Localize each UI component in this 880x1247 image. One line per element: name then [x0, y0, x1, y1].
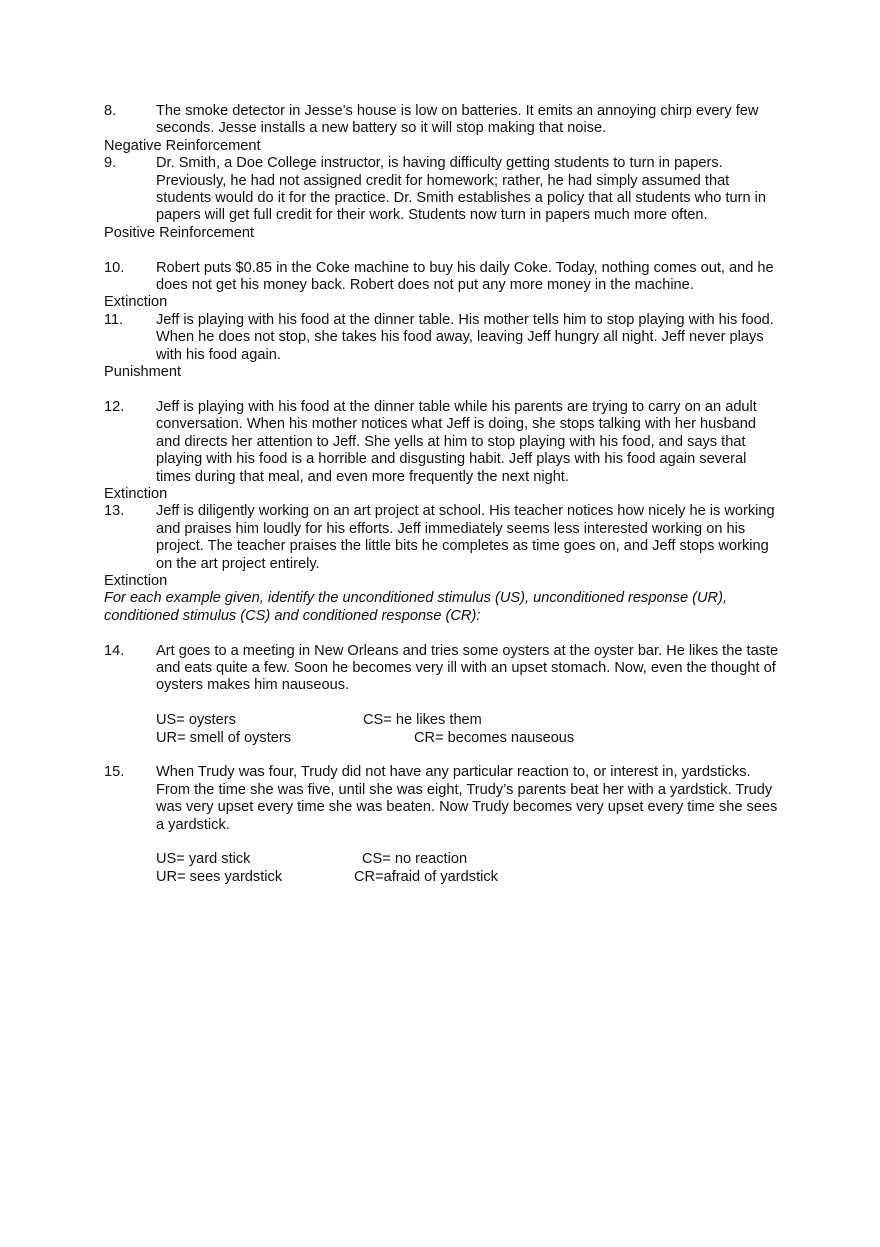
question-14: [104, 643, 781, 695]
answer-row-14-a: [156, 712, 756, 729]
answer-12: Extinction: [104, 485, 168, 502]
question-text: The smoke detector in Jesse’s house is low on batteries. It emits an annoying chirp every few seconds. Jesse installs a new battery so it will stop making that noise.: [156, 103, 759, 137]
cs-answer: CS= no reaction: [362, 851, 468, 868]
conditioning-instructions: For each example given, identify the unconditioned stimulus (US), unconditioned response (UR), conditioned stimulus (CS) and conditioned response (CR):: [104, 590, 727, 624]
question-text: Jeff is playing with his food at the dinner table. His mother tells him to stop playing with his food. When he does not stop, she takes his food away, leaving Jeff hungry all night. Jeff never plays with his food again.: [156, 311, 774, 363]
question-text: Art goes to a meeting in New Orleans and tries some oysters at the oyster bar. He likes the taste and eats quite a few. Soon he becomes very ill with an upset stomach. Now, even the thought of oysters makes him nauseous.: [156, 642, 779, 694]
answer-row-14-b: [156, 730, 756, 747]
ur-answer: UR= smell of oysters: [156, 729, 292, 746]
question-10: [104, 260, 781, 295]
answer-row-15-a: [156, 851, 756, 868]
question-text: When Trudy was four, Trudy did not have any particular reaction to, or interest in, yardsticks. From the time she was five, until she was eight, Trudy’s parents beat her with a yardstick. Trudy was very upset every time she was beaten. Now Trudy becomes very upset every time she sees a yardstick.: [156, 764, 778, 833]
question-text: Jeff is diligently working on an art project at school. His teacher notices how nicely he is working and praises him loudly for his efforts. Jeff immediately seems less interested working on his project. The teacher praises the little bits he completes as time goes on, and Jeff stops working on the art project entirely.: [156, 503, 775, 572]
question-11: [104, 312, 781, 364]
answer-9: Positive Reinforcement: [104, 224, 255, 241]
question-13: [104, 503, 781, 573]
us-answer: US= oysters: [156, 712, 236, 729]
us-answer: US= yard stick: [156, 851, 251, 868]
answer-8: Negative Reinforcement: [104, 137, 261, 154]
question-number: 8.: [104, 103, 117, 119]
question-15: [104, 764, 781, 834]
question-text: Robert puts $0.85 in the Coke machine to buy his daily Coke. Today, nothing comes out, and he does not get his money back. Robert does not put any more money in the machine.: [156, 259, 774, 294]
answer-11: Punishment: [104, 364, 182, 381]
question-text: Jeff is playing with his food at the dinner table while his parents are trying to carry on an adult conversation. When his mother notices what Jeff is doing, she stops talking with her husband and directs her attention to Jeff. She yells at him to stop playing with his food, and says that playing with his food is a horrible and disgusting habit. Jeff plays with his food again several times during that meal, and even more frequently the next night.: [156, 398, 757, 485]
question-number: 13.: [104, 503, 125, 520]
cr-answer: CR=afraid of yardstick: [354, 868, 498, 885]
question-number: 9.: [104, 155, 117, 172]
question-8: [104, 103, 781, 138]
question-number: 15.: [104, 764, 125, 781]
answer-13: Extinction: [104, 572, 168, 589]
question-text: Dr. Smith, a Doe College instructor, is having difficulty getting students to turn in papers. Previously, he had not assigned credit for homework; rather, he had simply assumed that students would do it for the practice. Dr. Smith establishes a policy that all students who turn in papers will get full credit for their work. Students now turn in papers much more often.: [156, 155, 767, 224]
answer-10: Extinction: [104, 294, 168, 311]
question-number: 11.: [104, 311, 124, 328]
question-number: 14.: [104, 642, 125, 659]
question-number: 12.: [104, 398, 125, 415]
cr-answer: CR= becomes nauseous: [414, 729, 575, 746]
question-12: [104, 399, 781, 486]
answer-row-15-b: [156, 869, 756, 886]
ur-answer: UR= sees yardstick: [156, 868, 283, 885]
cs-answer: CS= he likes them: [363, 712, 482, 729]
question-9: [104, 155, 781, 225]
question-number: 10.: [104, 259, 125, 276]
